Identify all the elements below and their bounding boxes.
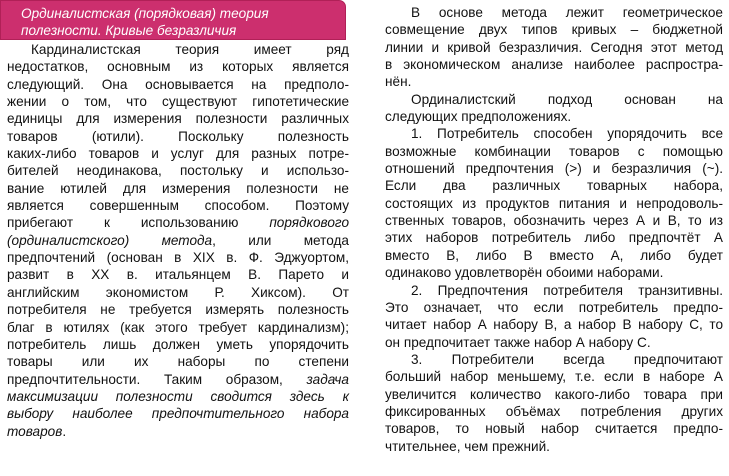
text-line bbox=[7, 249, 349, 266]
text-line bbox=[385, 334, 723, 351]
text-segment: Ординалистский подход основан на bbox=[411, 91, 723, 107]
text-segment: жении о том, что существуют гипотетические bbox=[7, 94, 349, 110]
italic-text-segment: задача bbox=[306, 371, 349, 387]
text-line bbox=[385, 264, 723, 281]
text-segment: товары или их наборы по степени bbox=[7, 354, 349, 370]
text-segment: вместо В, либо В вместо А, либо будет bbox=[385, 247, 723, 263]
section-heading bbox=[21, 6, 345, 41]
text-segment: чтительнее, чем прежний. bbox=[385, 438, 550, 454]
text-line bbox=[7, 301, 349, 318]
text-segment: читает набор А набору В, а набор В набору С, то bbox=[385, 317, 723, 333]
text-segment: . bbox=[62, 423, 67, 439]
text-segment: является совершенным способом. Поэтому bbox=[7, 198, 349, 214]
text-line bbox=[7, 93, 349, 110]
text-line bbox=[7, 388, 349, 405]
text-segment: следующих предположениях. bbox=[385, 109, 572, 125]
text-segment: фиксированных объёмах потребления других bbox=[385, 403, 723, 419]
text-line bbox=[7, 128, 349, 145]
text-segment: в экономическом анализе наиболее распростра- bbox=[385, 57, 723, 73]
text-segment: бителей неодинакова, постольку и использо- bbox=[7, 163, 349, 179]
text-segment: , или метода bbox=[212, 232, 349, 248]
text-segment: предпочтительности. Таким образом, bbox=[7, 371, 307, 387]
text-segment: В основе метода лежит геометрическое bbox=[411, 5, 723, 20]
text-line bbox=[7, 353, 349, 370]
italic-text-segment: товаров bbox=[7, 423, 63, 439]
text-line bbox=[385, 73, 723, 90]
text-line bbox=[7, 336, 349, 353]
text-segment: больший набор меньшему, т.е. если в наборе А bbox=[385, 369, 723, 385]
text-segment: вание ютилей для измерения полезности не bbox=[7, 180, 349, 196]
text-segment: он предпочитает также набор А набору С. bbox=[385, 334, 651, 350]
text-segment: Если два различных товарных набора, bbox=[385, 178, 723, 194]
text-line bbox=[7, 371, 349, 388]
text-line bbox=[385, 299, 723, 316]
text-segment: этих наборов потребитель либо предпочтёт А bbox=[385, 230, 723, 246]
text-segment: единицы для измерения полезности различных bbox=[7, 111, 349, 127]
text-line bbox=[385, 368, 723, 385]
text-line bbox=[7, 110, 349, 127]
text-line bbox=[385, 91, 723, 108]
text-line bbox=[7, 58, 349, 75]
text-segment: возможные комбинации товаров с помощью bbox=[385, 143, 723, 159]
text-segment: нён. bbox=[385, 74, 412, 90]
text-segment: совмещение двух типов кривых – бюджетной bbox=[385, 22, 723, 38]
section-heading-box bbox=[0, 0, 346, 40]
section-heading-line-1: Ординалистская (порядковая) теория bbox=[21, 6, 269, 21]
text-line bbox=[385, 4, 723, 21]
text-line bbox=[385, 212, 723, 229]
text-line bbox=[385, 143, 723, 160]
text-line bbox=[385, 39, 723, 56]
text-line bbox=[7, 41, 349, 58]
text-segment: потребитель лишь должен уметь упорядочить bbox=[7, 336, 349, 352]
text-segment: английским экономистом Р. Хиксом). От bbox=[7, 284, 349, 300]
italic-text-segment: порядкового bbox=[269, 215, 349, 231]
text-line bbox=[7, 180, 349, 197]
text-segment: 1. Потребитель способен упорядочить все bbox=[411, 126, 723, 142]
left-text-block bbox=[7, 41, 349, 440]
text-line bbox=[385, 177, 723, 194]
text-line bbox=[7, 76, 349, 93]
italic-text-segment: (ординалистского) метода bbox=[7, 232, 213, 248]
text-segment: отношений предпочтения (>) и безразличия (~). bbox=[385, 161, 723, 177]
text-segment: одинаково удовлетворён обоими наборами. bbox=[385, 265, 664, 281]
text-line bbox=[385, 108, 723, 125]
text-segment: линии и кривой безразличия. Сегодня этот метод bbox=[385, 39, 723, 55]
text-line bbox=[385, 351, 723, 368]
text-line bbox=[385, 420, 723, 437]
text-line bbox=[7, 162, 349, 179]
text-segment: развит в XX в. итальянцем В. Парето и bbox=[7, 267, 349, 283]
text-line bbox=[7, 405, 349, 422]
text-segment: 3. Потребители всегда предпочитают bbox=[411, 351, 723, 367]
section-heading-line-2: полезности. Кривые безразличия bbox=[21, 23, 237, 39]
italic-text-segment: выбору наиболее предпочтительного набора bbox=[7, 406, 349, 422]
italic-text-segment: максимизации полезности сводится здесь к bbox=[7, 388, 349, 404]
text-segment: благ в ютилях (как этого требует кардинализм); bbox=[7, 319, 349, 335]
text-segment: предпочтений (основан в XIX в. Ф. Эджуортом, bbox=[7, 250, 349, 266]
text-line bbox=[7, 266, 349, 283]
text-segment: следующий. Она основывается на предполо- bbox=[7, 76, 349, 92]
text-line bbox=[385, 386, 723, 403]
text-line bbox=[385, 403, 723, 420]
text-segment: каких-либо товаров и услуг для разных потре- bbox=[7, 146, 349, 162]
text-line bbox=[385, 229, 723, 246]
text-segment: Кардиналистская теория имеет ряд bbox=[31, 42, 349, 57]
text-line bbox=[385, 247, 723, 264]
right-text-block bbox=[385, 4, 723, 455]
text-line bbox=[385, 438, 723, 455]
text-segment: 2. Предпочтения потребителя транзитивны. bbox=[411, 282, 723, 298]
text-line bbox=[385, 195, 723, 212]
text-line bbox=[7, 214, 349, 231]
text-segment: потребителя не требуется измерять полезность bbox=[7, 302, 349, 318]
text-line bbox=[7, 284, 349, 301]
text-segment: Это означает, что если потребитель предпо- bbox=[385, 299, 723, 315]
text-segment: прибегают к использованию bbox=[7, 215, 270, 231]
text-segment: увеличится количество какого-либо товара при bbox=[385, 386, 723, 402]
text-segment: товаров, то новый набор считается предпо- bbox=[385, 421, 723, 437]
text-line bbox=[385, 282, 723, 299]
text-line bbox=[385, 316, 723, 333]
text-segment: недостатков, основным из которых является bbox=[7, 59, 349, 75]
text-line bbox=[385, 21, 723, 38]
text-segment: ственных товаров, обозначить через А и В, то из bbox=[385, 213, 723, 229]
text-line bbox=[7, 319, 349, 336]
text-segment: состоящих из продуктов питания и непродоволь- bbox=[385, 195, 723, 211]
text-line bbox=[385, 160, 723, 177]
text-segment: товаров (ютили). Поскольку полезность bbox=[7, 128, 349, 144]
text-line bbox=[7, 423, 349, 440]
text-line bbox=[385, 56, 723, 73]
text-line bbox=[7, 232, 349, 249]
text-line bbox=[385, 125, 723, 142]
text-line bbox=[7, 145, 349, 162]
text-line bbox=[7, 197, 349, 214]
